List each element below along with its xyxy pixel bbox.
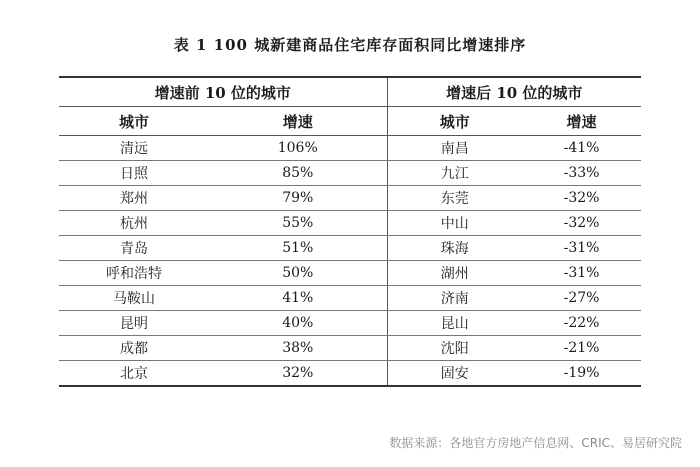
column-header-city: 城市 [59, 107, 209, 136]
top-growth: 40% [209, 311, 387, 336]
column-header-growth: 增速 [209, 107, 387, 136]
top-growth: 79% [209, 186, 387, 211]
bottom-city: 沈阳 [387, 336, 522, 361]
top-city: 成都 [59, 336, 209, 361]
bottom-group-header: 增速后 10 位的城市 [387, 77, 641, 107]
top-growth: 51% [209, 236, 387, 261]
bottom-city: 中山 [387, 211, 522, 236]
bottom-growth: -32% [522, 211, 641, 236]
bottom-growth: -41% [522, 136, 641, 161]
table-row [59, 311, 641, 336]
table-row [59, 211, 641, 236]
bottom-growth: -31% [522, 236, 641, 261]
top-city: 马鞍山 [59, 286, 209, 311]
top-growth: 55% [209, 211, 387, 236]
top-city: 昆明 [59, 311, 209, 336]
top-growth: 38% [209, 336, 387, 361]
top-city: 日照 [59, 161, 209, 186]
top-group-header: 增速前 10 位的城市 [59, 77, 387, 107]
top-city: 青岛 [59, 236, 209, 261]
bottom-growth: -32% [522, 186, 641, 211]
bottom-city: 南昌 [387, 136, 522, 161]
table-row [59, 161, 641, 186]
bottom-city: 固安 [387, 361, 522, 387]
bottom-city: 九江 [387, 161, 522, 186]
table-row [59, 136, 641, 161]
top-city: 呼和浩特 [59, 261, 209, 286]
data-source-note: 数据来源：各地官方房地产信息网、CRIC、易居研究院 [389, 436, 682, 450]
top-growth: 41% [209, 286, 387, 311]
bottom-growth: -22% [522, 311, 641, 336]
bottom-city: 湖州 [387, 261, 522, 286]
growth-ranking-table [59, 76, 641, 387]
table-row [59, 186, 641, 211]
top-city: 清远 [59, 136, 209, 161]
bottom-city: 东莞 [387, 186, 522, 211]
top-growth: 85% [209, 161, 387, 186]
column-header-growth: 增速 [522, 107, 641, 136]
bottom-growth: -33% [522, 161, 641, 186]
bottom-growth: -31% [522, 261, 641, 286]
table-row [59, 286, 641, 311]
top-city: 郑州 [59, 186, 209, 211]
bottom-city: 珠海 [387, 236, 522, 261]
bottom-growth: -19% [522, 361, 641, 387]
bottom-growth: -21% [522, 336, 641, 361]
table-title: 表 1 100 城新建商品住宅库存面积同比增速排序 [173, 36, 527, 54]
table-row [59, 236, 641, 261]
top-growth: 32% [209, 361, 387, 387]
top-growth: 106% [209, 136, 387, 161]
table-row [59, 336, 641, 361]
top-city: 杭州 [59, 211, 209, 236]
table-row [59, 361, 641, 387]
table-row [59, 261, 641, 286]
column-header-city: 城市 [387, 107, 522, 136]
bottom-growth: -27% [522, 286, 641, 311]
bottom-city: 昆山 [387, 311, 522, 336]
top-city: 北京 [59, 361, 209, 387]
top-growth: 50% [209, 261, 387, 286]
bottom-city: 济南 [387, 286, 522, 311]
